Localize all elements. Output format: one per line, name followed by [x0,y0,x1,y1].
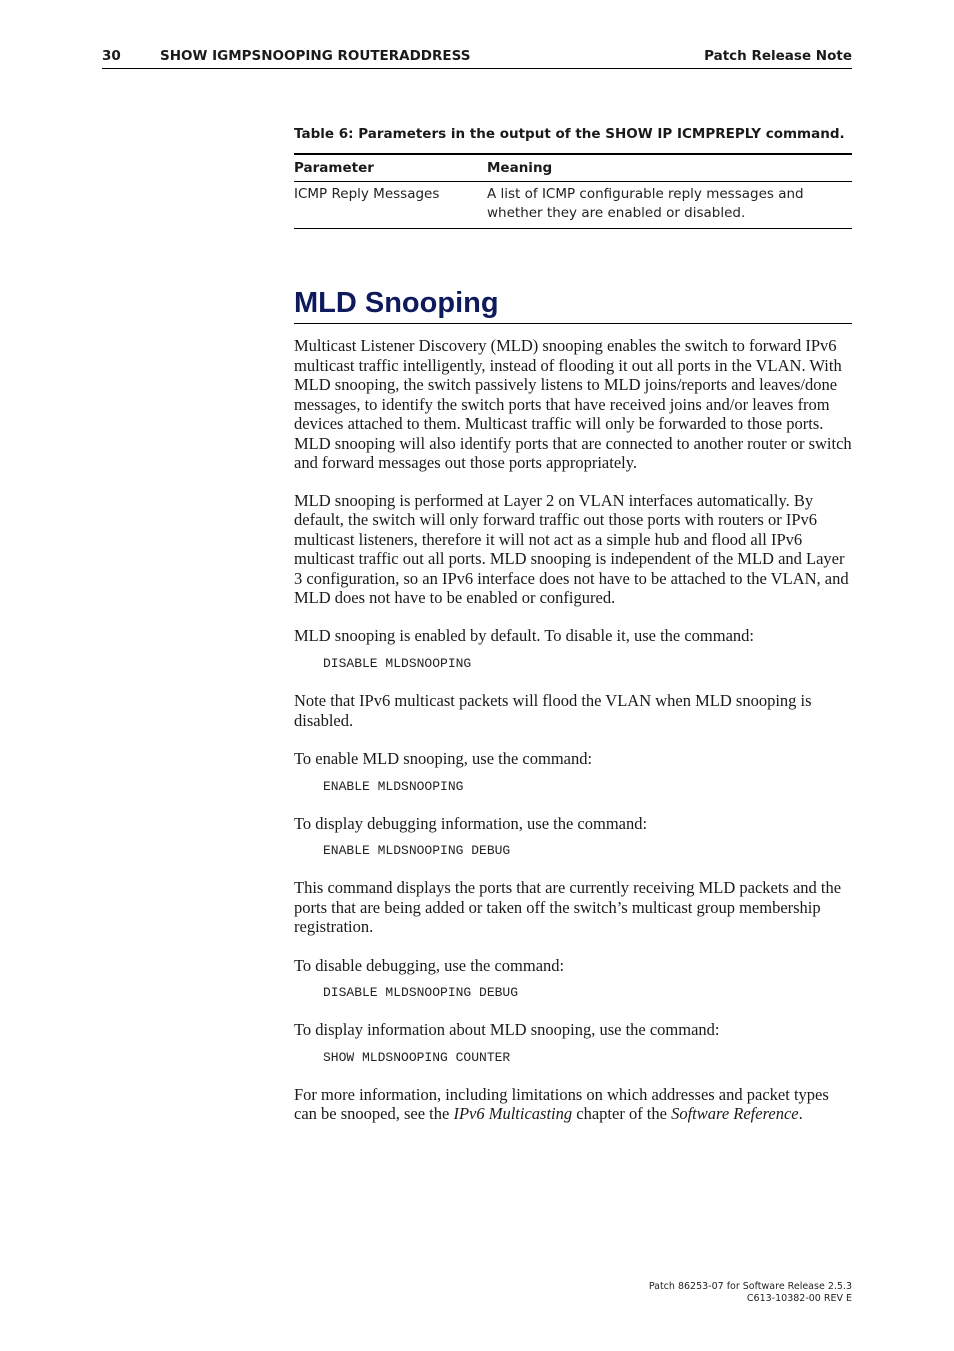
parameters-table [294,153,852,229]
command-example: DISABLE MLDSNOOPING DEBUG [323,985,519,1000]
text-run: For more information, including limitations on which addresses and packet types can be snooped, see the [294,1084,829,1123]
table-cell-meaning: A list of ICMP configurable reply messages and whether they are enabled or disabled. [487,182,852,229]
book-chapter-reference: IPv6 Multicasting [453,1104,573,1123]
page-header [102,48,852,69]
section-heading: SHOW IGMPSNOOPING ROUTERADDRESS [160,48,471,64]
text-run: . [798,1104,803,1123]
paragraph: To display information about MLD snooping, use the command: [294,1020,720,1039]
table-cell-parameter: ICMP Reply Messages [294,182,487,229]
command-example: ENABLE MLDSNOOPING [323,778,464,794]
table-header-row [294,154,852,182]
paragraph: To disable debugging, use the command: [294,955,565,975]
main-content [294,126,852,1124]
column-header-meaning: Meaning [487,154,852,182]
paragraph: MLD snooping is performed at Layer 2 on VLAN interfaces automatically. By default, the switch will only forward traffic out those ports with routers or IPv6 multicast listeners, therefore it will not act as a simple hub and flood all IPv6 multicast traffic out all ports. MLD snooping is independent of the MLD and Layer 3 configuration, so an IPv6 interface does not have to be attached to the VLAN, and MLD does not have to be enabled or configured. [294,490,849,607]
command-example: ENABLE MLDSNOOPING DEBUG [323,843,511,858]
section-body [294,336,852,1124]
paragraph: To display debugging information, use the command: [294,813,648,833]
table-caption: Table 6: Parameters in the output of the SHOW IP ICMPREPLY command. [294,126,845,142]
document-title: Patch Release Note [704,48,852,64]
book-title-reference: Software Reference [671,1104,799,1123]
text-run: chapter of the [572,1104,672,1123]
paragraph [294,1085,852,1124]
paragraph: Note that IPv6 multicast packets will flood the VLAN when MLD snooping is disabled. [294,691,812,730]
page-number: 30 [102,48,121,64]
page-footer [649,1281,852,1305]
table-row [294,182,852,229]
paragraph: MLD snooping is enabled by default. To disable it, use the command: [294,625,755,645]
paragraph: To enable MLD snooping, use the command: [294,749,593,768]
footer-release-line: Patch 86253-07 for Software Release 2.5.3 [648,1281,852,1292]
paragraph: This command displays the ports that are currently receiving MLD packets and the ports that are being added or taken off the switch’s multicast group membership registration. [294,878,842,936]
command-example: SHOW MLDSNOOPING COUNTER [323,1049,511,1065]
section-title: MLD Snooping [294,286,852,324]
footer-revision-line: C613-10382-00 REV E [746,1293,852,1304]
paragraph: Multicast Listener Discovery (MLD) snooping enables the switch to forward IPv6 multicast traffic intelligently, instead of flooding it out all ports in the VLAN. With MLD snooping, the switch passively listens to MLD joins/reports and leaves/done messages, to identify the switch ports that have received joins and/or leaves from devices attached to them. Multicast traffic will only be forwarded to those ports. MLD snooping will also identify ports that are connected to another router or switch and forward messages out those ports appropriately. [294,336,852,472]
command-example: DISABLE MLDSNOOPING [323,656,472,671]
column-header-parameter: Parameter [294,154,487,182]
